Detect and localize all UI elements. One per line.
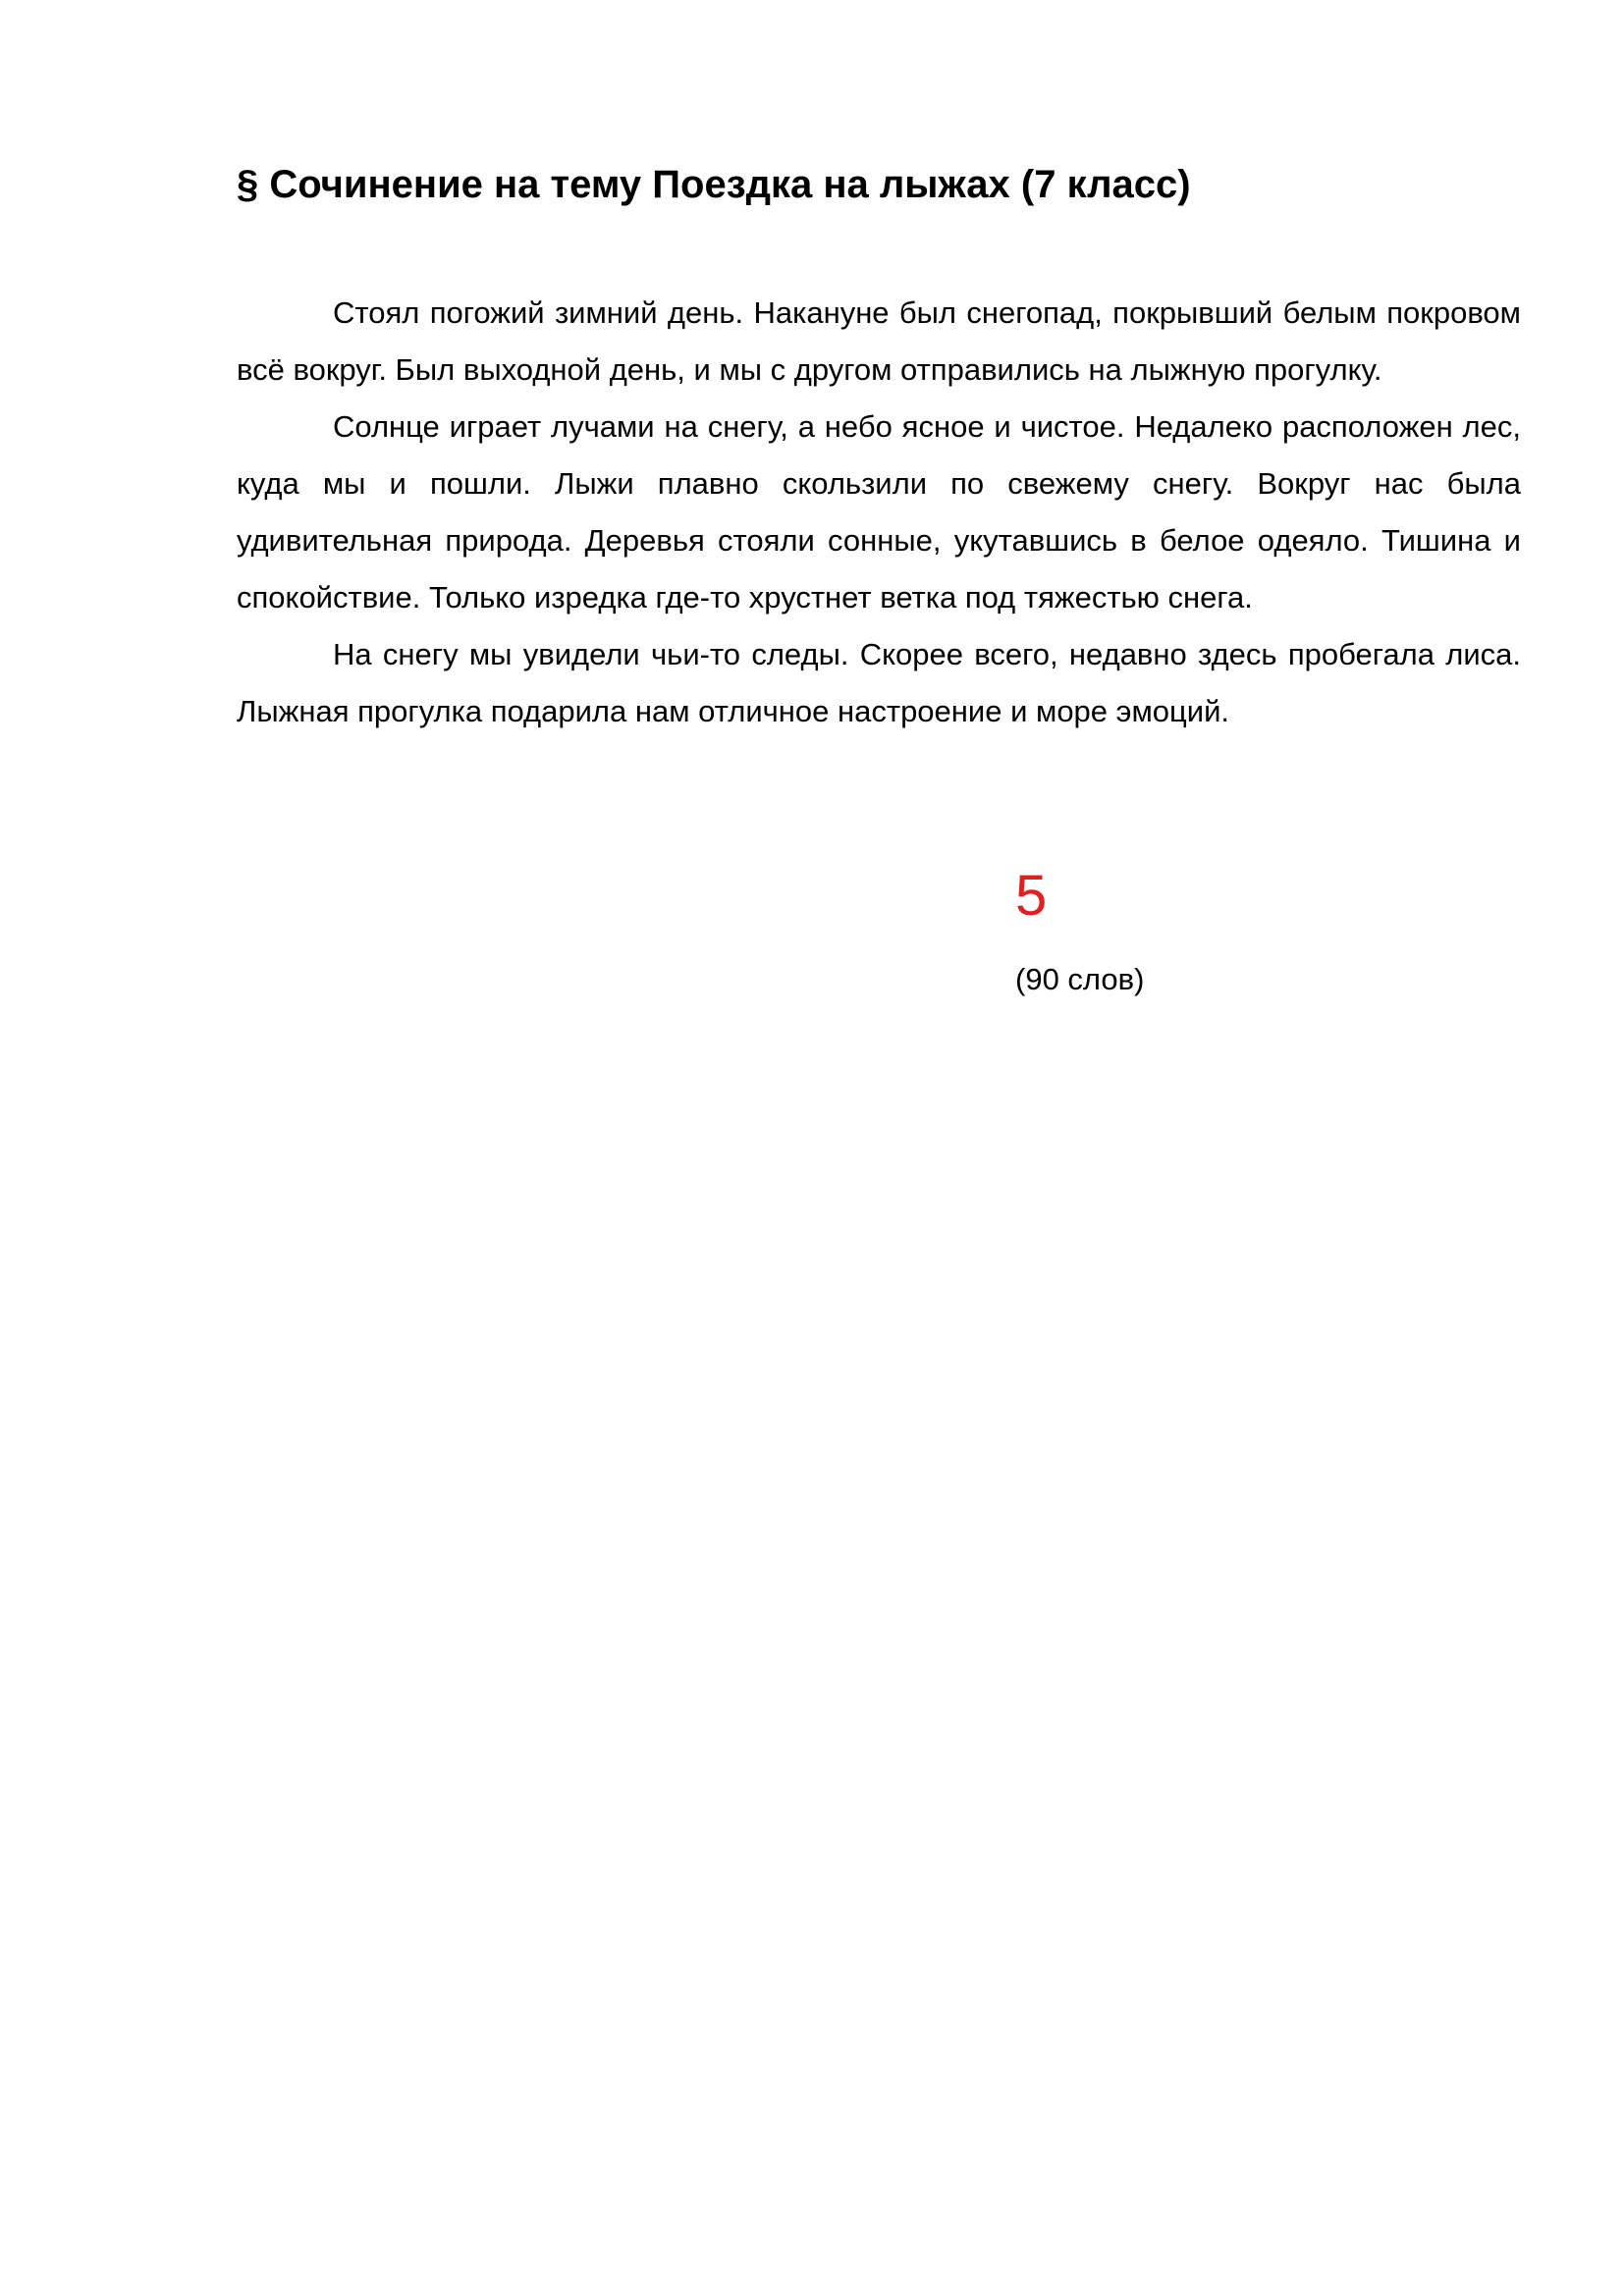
essay-body: [237, 285, 1521, 740]
grade-mark: 5: [1015, 864, 1048, 928]
essay-title: § Сочинение на тему Поездка на лыжах (7 класс): [237, 163, 1191, 206]
essay-paragraph-2: Солнце играет лучами на снегу, а небо ясное и чистое. Недалеко расположен лес, куда мы и пошли. Лыжи плавно скользили по свежему снегу. Вокруг нас была удивительная природа. Деревья стояли сонные, укутавшись в белое одеяло. Тишина и спокойствие. Только изредка где-то хрустнет ветка под тяжестью снега.: [237, 409, 1521, 614]
word-count: (90 слов): [1015, 962, 1145, 996]
essay-paragraph-1: Стоял погожий зимний день. Накануне был снегопад, покрывший белым покровом всё вокруг. Был выходной день, и мы с другом отправились на лыжную прогулку.: [237, 295, 1521, 387]
essay-paragraph-3: На снегу мы увидели чьи-то следы. Скорее всего, недавно здесь пробегала лиса. Лыжная прогулка подарила нам отличное настроение и море эмоций.: [237, 637, 1521, 728]
